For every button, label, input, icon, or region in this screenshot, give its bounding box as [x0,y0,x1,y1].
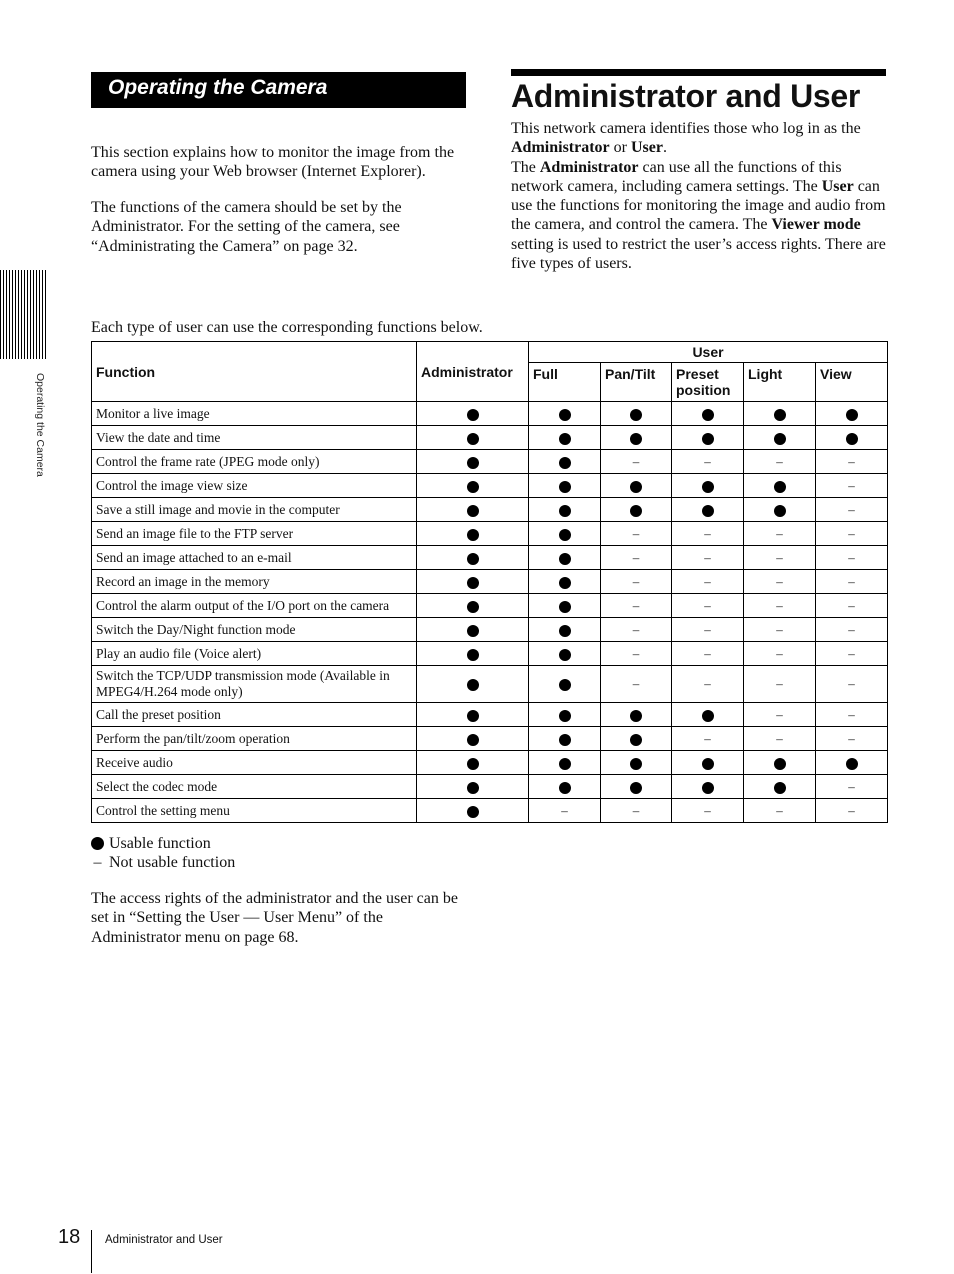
dash-symbol: – [704,549,711,565]
filled-circle-icon [559,649,571,661]
permission-cell [529,775,601,799]
filled-circle-icon [846,758,858,770]
dash-symbol: – [704,453,711,469]
permission-cell [601,799,672,823]
permission-cell [672,703,744,727]
permission-cell [672,450,744,474]
dash-symbol: – [848,477,855,493]
legend-not-usable: – Not usable function [91,853,235,872]
function-cell: Send an image file to the FTP server [92,522,417,546]
filled-circle-icon [630,758,642,770]
dash-symbol: – [632,573,640,589]
permission-cell [529,522,601,546]
filled-circle-icon [559,734,571,746]
function-cell: Play an audio file (Voice alert) [92,642,417,666]
permission-cell [816,522,888,546]
filled-circle-icon [774,433,786,445]
table-body [92,402,888,823]
dash-symbol: – [848,549,855,565]
permission-cell [601,546,672,570]
permission-cell [672,751,744,775]
filled-circle-icon [559,505,571,517]
function-cell: Select the codec mode [92,775,417,799]
dash-symbol: – [848,802,855,818]
administrator-column-header: Administrator [417,342,529,402]
filled-circle-icon [630,710,642,722]
table-row [92,751,888,775]
permission-cell [601,426,672,450]
permission-cell [601,594,672,618]
dash-symbol: – [848,453,855,469]
filled-circle-icon [467,529,479,541]
dash-symbol: – [632,453,640,469]
permission-cell [672,522,744,546]
dash-symbol: – [632,549,640,565]
filled-circle-icon [559,481,571,493]
dash-symbol: – [776,730,783,746]
function-cell: Save a still image and movie in the computer [92,498,417,522]
dash-symbol: – [561,802,568,818]
permission-cell [601,618,672,642]
filled-circle-icon [702,433,714,445]
permission-cell [601,402,672,426]
page-title: Administrator and User [511,78,861,114]
permission-cell [529,666,601,703]
filled-circle-icon [630,433,642,445]
filled-circle-icon [559,409,571,421]
permission-cell [816,618,888,642]
dash-symbol: – [632,597,640,613]
permission-cell [529,450,601,474]
dash-symbol: – [848,645,855,661]
permission-cell [744,474,816,498]
permission-cell [816,498,888,522]
permission-cell [816,727,888,751]
filled-circle-icon [467,734,479,746]
permission-cell [601,751,672,775]
permission-cell [744,570,816,594]
dash-symbol: – [704,802,711,818]
permission-cell [744,751,816,775]
permission-cell [417,618,529,642]
table-row [92,426,888,450]
table-row [92,450,888,474]
title-rule [511,69,886,76]
permission-cell [816,751,888,775]
permission-cell [417,498,529,522]
permission-cell [816,450,888,474]
dash-symbol: – [848,730,855,746]
user-type-header: View [816,363,888,402]
filled-circle-icon [467,758,479,770]
permission-cell [529,642,601,666]
filled-circle-icon [559,553,571,565]
permission-cell [744,594,816,618]
permission-cell [816,474,888,498]
filled-circle-icon [630,409,642,421]
dash-symbol: – [704,676,711,691]
dash-symbol: – [848,525,855,541]
permission-cell [529,402,601,426]
permission-cell [816,703,888,727]
dash-symbol: – [93,854,102,872]
permission-cell [601,703,672,727]
filled-circle-icon [702,409,714,421]
filled-circle-icon [559,782,571,794]
permission-cell [529,618,601,642]
permission-cell [672,642,744,666]
dash-symbol: – [776,453,783,469]
permission-cell [816,594,888,618]
page-number: 18 [58,1226,81,1248]
viewer-mode-term: Viewer mode [771,216,861,234]
filled-circle-icon [467,457,479,469]
section-thumb-index [0,270,46,359]
user-term: User [630,139,663,157]
permission-cell [529,570,601,594]
permission-cell [744,727,816,751]
dash-symbol: – [704,525,711,541]
table-row [92,474,888,498]
function-cell: Switch the Day/Night function mode [92,618,417,642]
permission-cell [417,642,529,666]
dash-symbol: – [848,676,855,691]
section-banner-title: Operating the Camera [108,76,328,99]
permission-cell [672,727,744,751]
filled-circle-icon [630,734,642,746]
table-row [92,775,888,799]
permission-cell [744,402,816,426]
table-row [92,546,888,570]
intro-paragraph-2: The functions of the camera should be set by the Administrator. For the setting of the camera, see “Administrating the Camera” on page 32. [91,199,402,255]
user-type-header: Full [529,363,601,402]
filled-circle-icon [467,710,479,722]
permission-cell [816,546,888,570]
permission-cell [672,666,744,703]
permission-cell [816,642,888,666]
filled-circle-icon [91,837,104,850]
filled-circle-icon [702,782,714,794]
permission-cell [744,426,816,450]
table-row [92,570,888,594]
filled-circle-icon [559,625,571,637]
permission-cell [417,751,529,775]
dash-symbol: – [776,621,783,637]
permission-cell [529,751,601,775]
dash-symbol: – [632,645,640,661]
dash-symbol: – [704,597,711,613]
user-group-header: User [529,342,888,363]
function-cell: Switch the TCP/UDP transmission mode (Available in MPEG4/H.264 mode only) [92,666,417,703]
filled-circle-icon [559,758,571,770]
filled-circle-icon [846,433,858,445]
filled-circle-icon [559,679,571,691]
permission-cell [744,498,816,522]
filled-circle-icon [467,806,479,818]
dash-symbol: – [704,573,711,589]
filled-circle-icon [467,553,479,565]
permission-cell [417,775,529,799]
permission-cell [417,594,529,618]
permission-cell [529,703,601,727]
filled-circle-icon [559,710,571,722]
permission-cell [744,703,816,727]
permission-cell [417,522,529,546]
dash-symbol: – [848,706,855,722]
filled-circle-icon [467,505,479,517]
footer-divider [91,1230,92,1273]
table-row [92,522,888,546]
permission-cell [601,775,672,799]
legend-usable: Usable function [91,834,235,853]
section-banner [91,72,466,108]
filled-circle-icon [774,782,786,794]
table-row [92,642,888,666]
permission-cell [529,727,601,751]
permission-cell [417,666,529,703]
dash-symbol: – [704,645,711,661]
table-row [92,594,888,618]
permission-cell [672,402,744,426]
permission-cell [529,594,601,618]
table-row [92,727,888,751]
permission-cell [601,450,672,474]
permission-cell [529,799,601,823]
permission-cell [672,594,744,618]
permission-cell [816,775,888,799]
function-cell: Call the preset position [92,703,417,727]
permission-cell [417,426,529,450]
permission-cell [816,402,888,426]
dash-symbol: – [776,549,783,565]
dash-symbol: – [848,501,855,517]
permission-cell [417,450,529,474]
filled-circle-icon [702,710,714,722]
table-row [92,402,888,426]
permission-cell [601,474,672,498]
filled-circle-icon [467,679,479,691]
filled-circle-icon [702,505,714,517]
dash-symbol: – [776,525,783,541]
table-intro: Each type of user can use the corresponding functions below. [91,319,483,336]
dash-symbol: – [776,597,783,613]
permission-cell [744,775,816,799]
permission-cell [529,546,601,570]
permission-cell [417,703,529,727]
filled-circle-icon [467,433,479,445]
filled-circle-icon [702,758,714,770]
permission-cell [672,775,744,799]
filled-circle-icon [467,409,479,421]
side-section-label: Operating the Camera [34,373,46,477]
intro-paragraph-1: This section explains how to monitor the image from the camera using your Web browser (Internet Explorer). [91,144,455,181]
filled-circle-icon [467,625,479,637]
closing-paragraph: The access rights of the administrator and the user can be set in “Setting the User — User Menu” of the Administrator menu on page 68. [91,890,458,946]
dash-symbol: – [848,597,855,613]
dash-symbol: – [632,802,640,818]
permission-cell [744,618,816,642]
filled-circle-icon [630,481,642,493]
dash-symbol: – [776,573,783,589]
footer-section-label: Administrator and User [105,1234,223,1246]
permission-cell [672,570,744,594]
filled-circle-icon [467,649,479,661]
filled-circle-icon [467,782,479,794]
permission-cell [672,498,744,522]
dash-symbol: – [704,730,711,746]
filled-circle-icon [702,481,714,493]
permission-cell [601,642,672,666]
permission-cell [816,570,888,594]
permission-cell [672,618,744,642]
dash-symbol: – [848,573,855,589]
filled-circle-icon [559,433,571,445]
table-row [92,703,888,727]
access-rights-table [91,341,888,823]
function-cell: Send an image attached to an e-mail [92,546,417,570]
permission-cell [744,522,816,546]
filled-circle-icon [774,409,786,421]
table-row [92,666,888,703]
permission-cell [672,426,744,450]
filled-circle-icon [559,577,571,589]
permission-cell [816,799,888,823]
table-row [92,618,888,642]
user-type-header: Light [744,363,816,402]
filled-circle-icon [559,601,571,613]
permission-cell [816,666,888,703]
filled-circle-icon [774,505,786,517]
permission-cell [744,546,816,570]
dash-symbol: – [776,706,783,722]
permission-cell [417,546,529,570]
permission-cell [744,642,816,666]
permission-cell [417,727,529,751]
filled-circle-icon [774,481,786,493]
permission-cell [744,450,816,474]
permission-cell [601,498,672,522]
permission-cell [601,666,672,703]
filled-circle-icon [630,505,642,517]
function-cell: Perform the pan/tilt/zoom operation [92,727,417,751]
function-cell: Control the frame rate (JPEG mode only) [92,450,417,474]
admin-term: Administrator [511,139,610,157]
dash-symbol: – [848,621,855,637]
permission-cell [529,498,601,522]
dash-symbol: – [776,802,783,818]
permission-cell [816,426,888,450]
permission-cell [417,570,529,594]
dash-symbol: – [632,525,640,541]
legend [91,834,235,873]
permission-cell [529,474,601,498]
permission-cell [601,522,672,546]
permission-cell [672,799,744,823]
function-cell: Record an image in the memory [92,570,417,594]
permission-cell [601,727,672,751]
permission-cell [417,402,529,426]
filled-circle-icon [467,601,479,613]
function-cell: Control the setting menu [92,799,417,823]
admin-user-paragraph: This network camera identifies those who log in as the Administrator or User. The Administrator can use all the functions of this network camera, including camera settings. The User can use the functions for monitoring the image and audio from the camera, and control the camera. The Viewer mode setting is used to restrict the user’s access rights. There are five types of users. [511,120,886,273]
filled-circle-icon [467,577,479,589]
table-row [92,498,888,522]
permission-cell [601,570,672,594]
dash-symbol: – [776,645,783,661]
dash-symbol: – [704,621,711,637]
user-type-header: Pan/Tilt [601,363,672,402]
function-cell: View the date and time [92,426,417,450]
function-cell: Control the alarm output of the I/O port on the camera [92,594,417,618]
table-row [92,799,888,823]
dash-symbol: – [776,676,783,691]
function-cell: Control the image view size [92,474,417,498]
dash-symbol: – [848,778,855,794]
user-type-header: Preset position [672,363,744,402]
permission-cell [672,474,744,498]
permission-cell [744,799,816,823]
permission-cell [417,474,529,498]
permission-cell [529,426,601,450]
filled-circle-icon [630,782,642,794]
filled-circle-icon [559,457,571,469]
filled-circle-icon [774,758,786,770]
permission-cell [672,546,744,570]
permission-cell [744,666,816,703]
dash-symbol: – [632,621,640,637]
filled-circle-icon [559,529,571,541]
dash-symbol: – [632,676,640,691]
function-column-header: Function [92,342,417,402]
filled-circle-icon [467,481,479,493]
function-cell: Monitor a live image [92,402,417,426]
function-cell: Receive audio [92,751,417,775]
permission-cell [417,799,529,823]
filled-circle-icon [846,409,858,421]
